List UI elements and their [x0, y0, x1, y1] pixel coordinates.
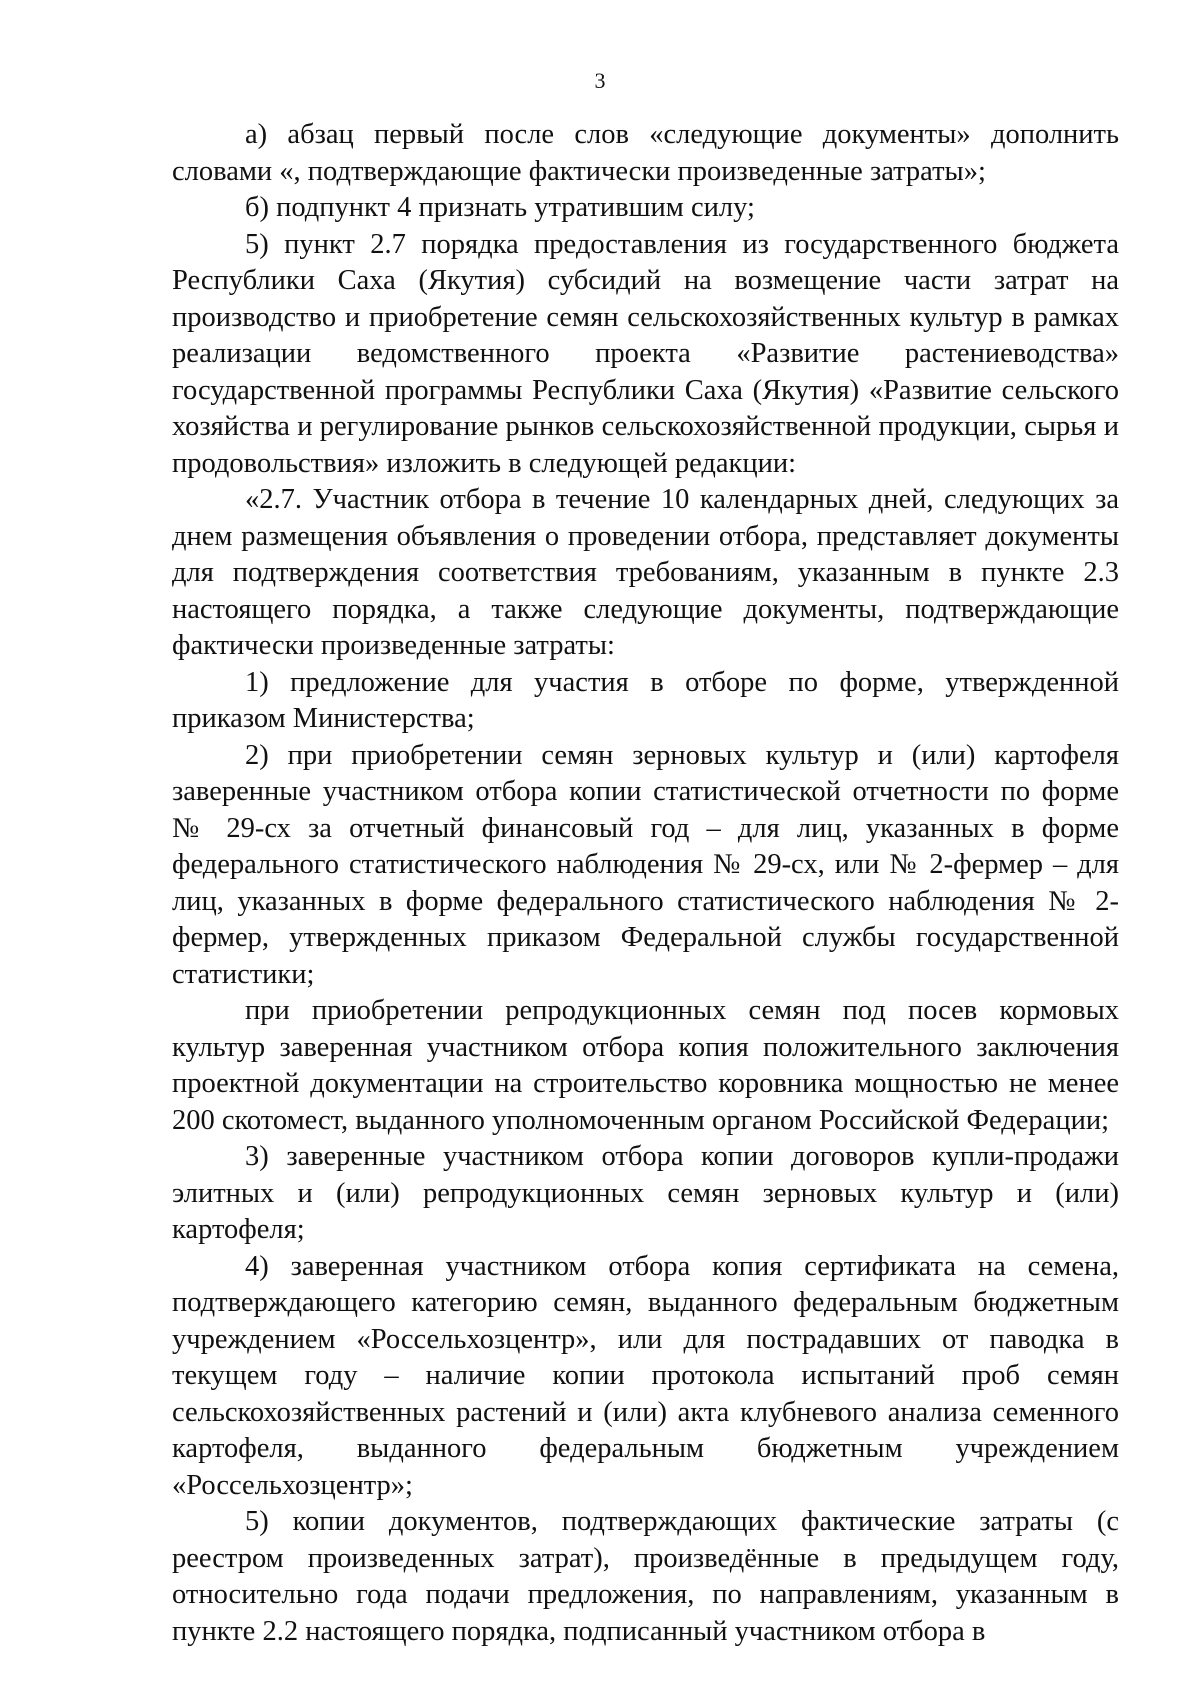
paragraph-clause-2-7: «2.7. Участник отбора в течение 10 календарных дней, следующих за днем размещения объявления о проведении отбора, представляет документы для подтверждения соответствия требованиям, указанным в пункте 2.3 настоящего порядка, а также следующие документы, подтверждающие фактически произведенные затраты: [172, 484, 1119, 661]
paragraph-doc-1: 1) предложение для участия в отборе по форме, утвержденной приказом Министерства; [172, 666, 1119, 734]
paragraph-doc-2-fodder: при приобретении репродукционных семян под посев кормовых культур заверенная участником отбора копия положительного заключения проектной документации на строительство коровника мощностью не менее 200 скотомест, выданного уполномоченным органом Российской Федерации; [172, 995, 1119, 1136]
paragraph-subitem-b: б) подпункт 4 признать утратившим силу; [245, 192, 755, 223]
paragraph-doc-4: 4) заверенная участником отбора копия сертификата на семена, подтверждающего категорию семян, выданного федеральным бюджетным учреждением «Россельхозцентр», или для пострадавших от паводка в текущем году – наличие копии протокола испытаний проб семян сельскохозяйственных растений и (или) акта клубневого анализа семенного картофеля, выданного федеральным бюджетным учреждением «Россельхозцентр»; [172, 1250, 1119, 1501]
document-body [172, 117, 1119, 1650]
paragraph-subitem-a: а) абзац первый после слов «следующие документы» дополнить словами «, подтверждающие фактически произведенные затраты»; [172, 119, 1119, 187]
paragraph-item-5: 5) пункт 2.7 порядка предоставления из государственного бюджета Республики Саха (Якутия) субсидий на возмещение части затрат на производство и приобретение семян сельскохозяйственных культур в рамках реализации ведомственного проекта «Развитие растениеводства» государственной программы Республики Саха (Якутия) «Развитие сельского хозяйства и регулирование рынков сельскохозяйственной продукции, сырья и продовольствия» изложить в следующей редакции: [172, 228, 1119, 479]
page-number: 3 [594, 68, 606, 93]
paragraph-doc-2: 2) при приобретении семян зерновых культур и (или) картофеля заверенные участником отбора копии статистической отчетности по форме № 29-сх за отчетный финансовый год – для лиц, указанных в форме федерального статистического наблюдения № 29-сх, или № 2-фермер – для лиц, указанных в форме федерального статистического наблюдения № 2-фермер, утвержденных приказом Федеральной службы государственной статистики; [172, 739, 1119, 990]
paragraph-doc-5: 5) копии документов, подтверждающих фактические затраты (с реестром произведенных затрат), произведённые в предыдущем году, относительно года подачи предложения, по направлениям, указанным в пункте 2.2 настоящего порядка, подписанный участником отбора в [172, 1506, 1119, 1647]
paragraph-doc-3: 3) заверенные участником отбора копии договоров купли-продажи элитных и (или) репродукционных семян зерновых культур и (или) картофеля; [172, 1141, 1119, 1245]
